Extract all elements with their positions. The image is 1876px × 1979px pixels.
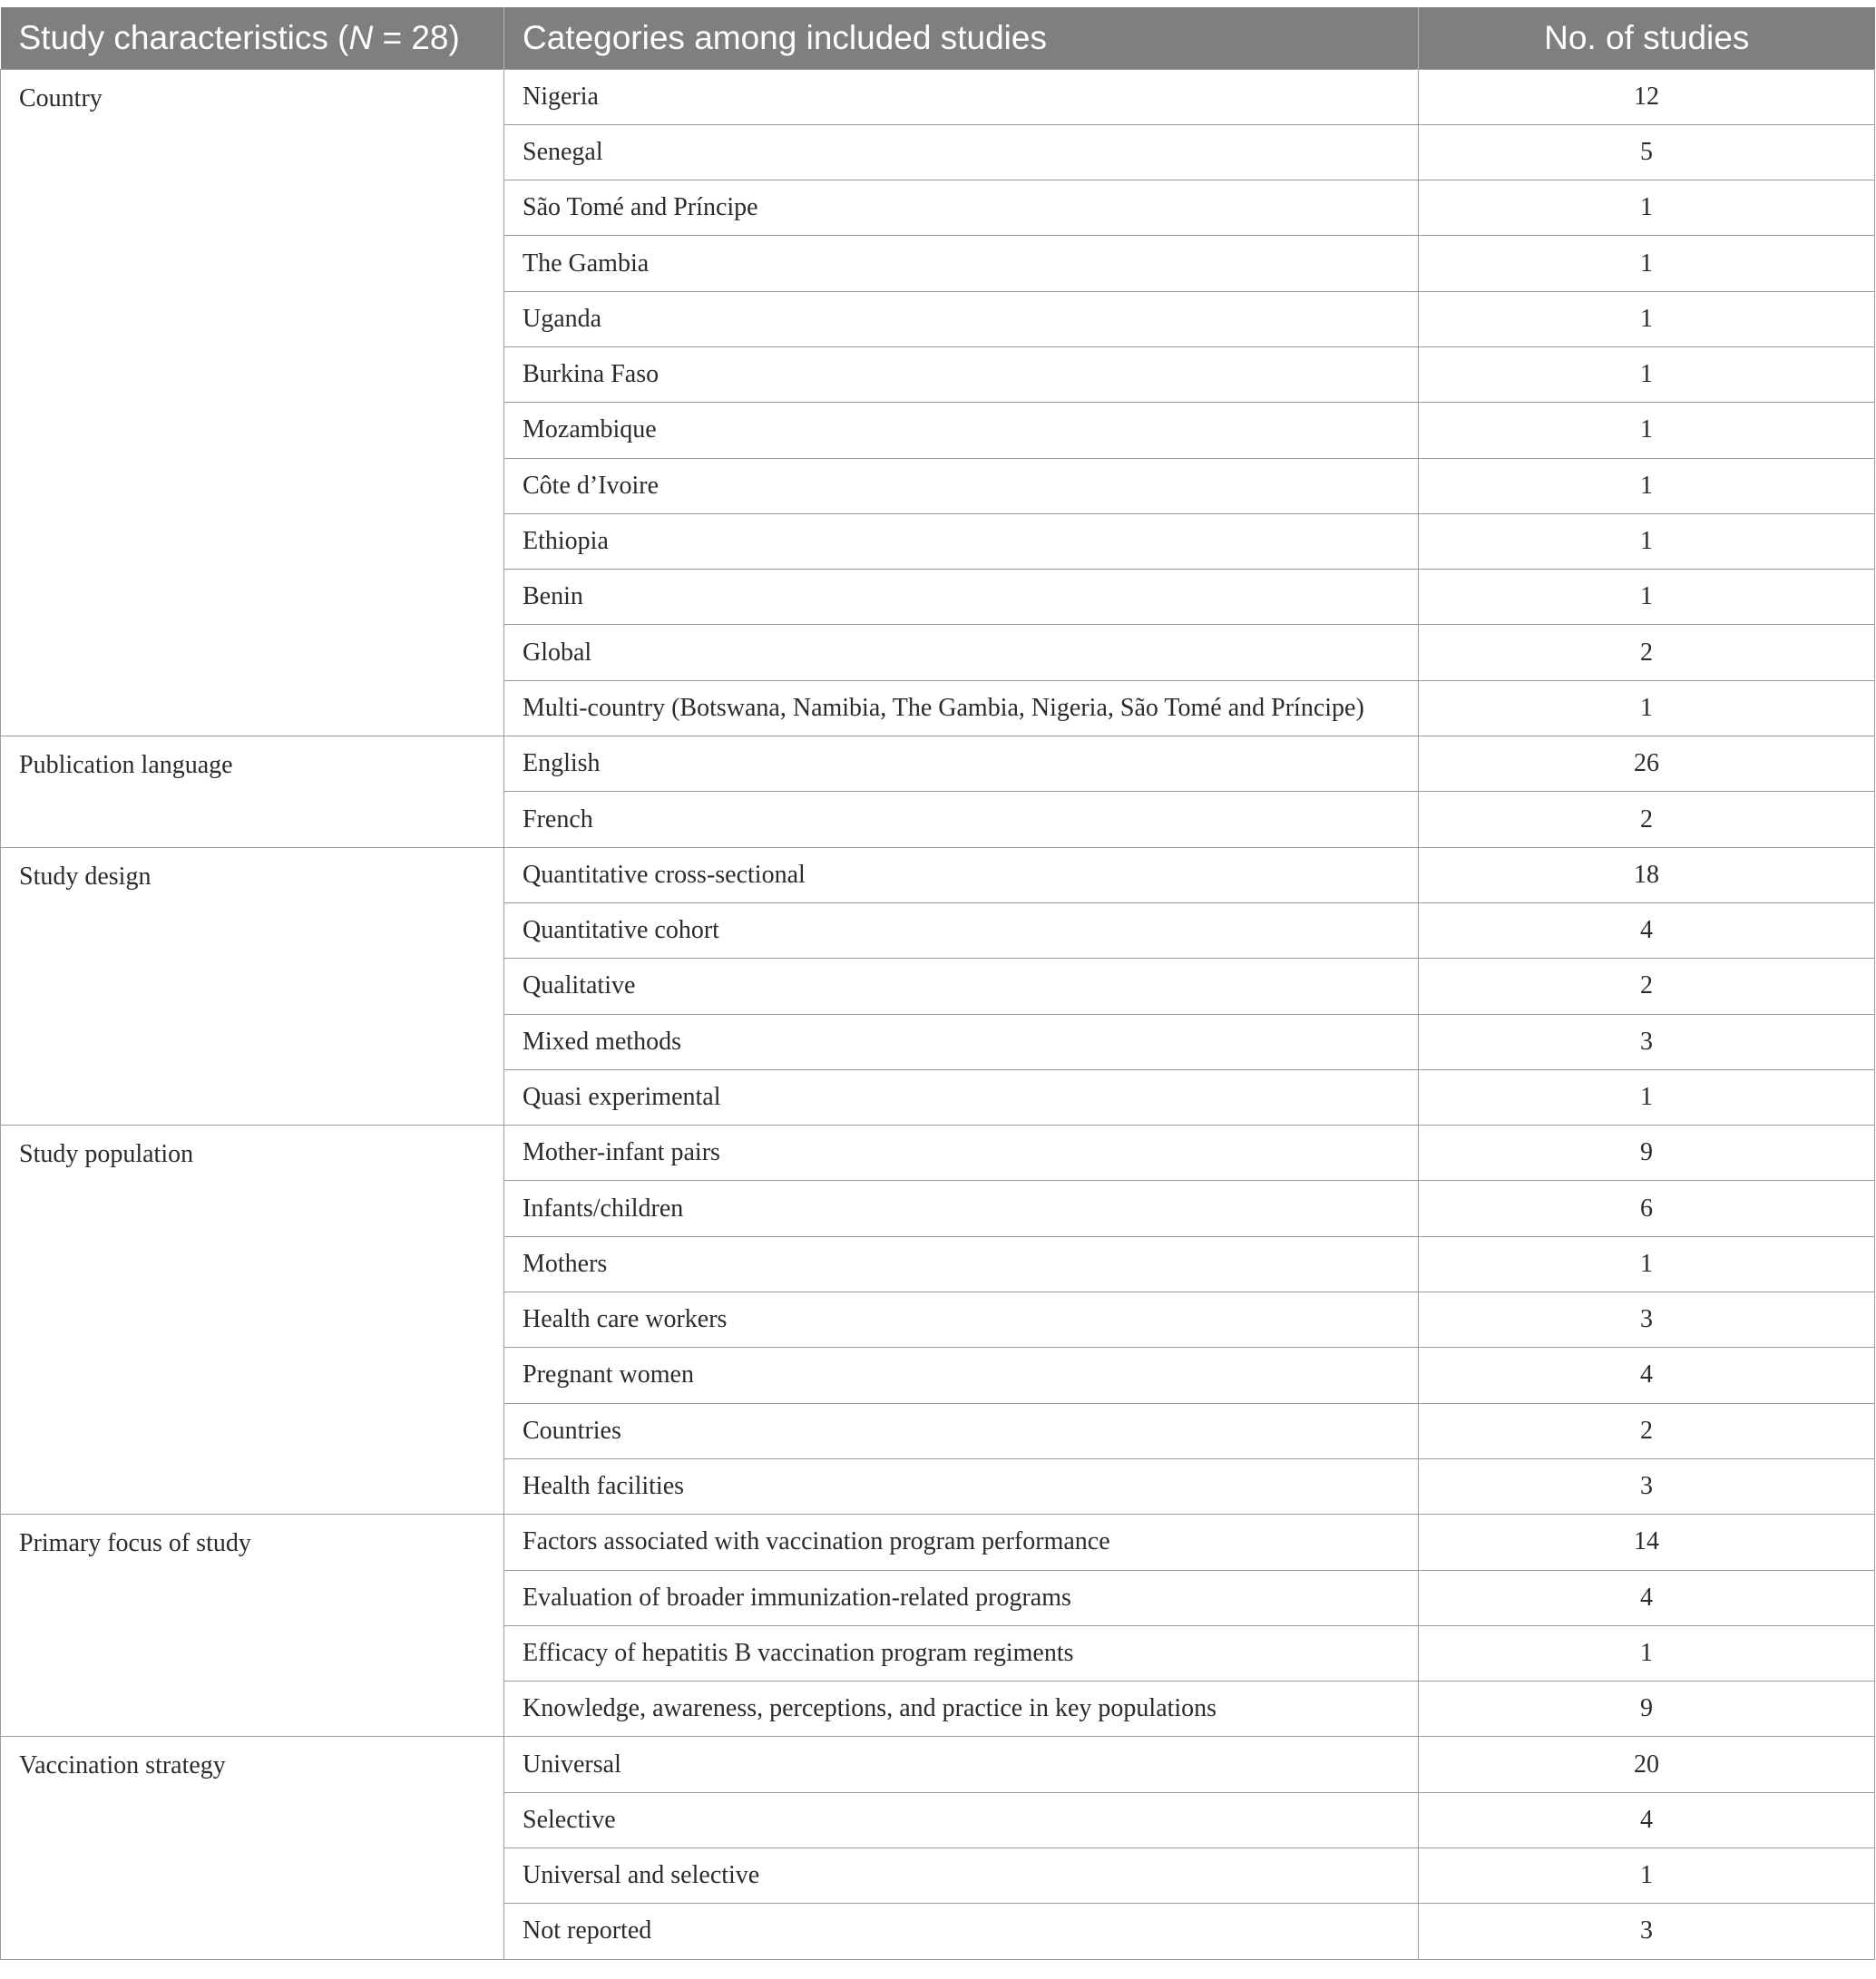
group-label: Study design bbox=[1, 847, 504, 1125]
table-row bbox=[1, 1737, 1875, 1792]
category-cell: Multi-country (Botswana, Namibia, The Gambia, Nigeria, São Tomé and Príncipe) bbox=[504, 680, 1419, 736]
study-characteristics-table bbox=[0, 7, 1875, 1960]
table-header bbox=[1, 7, 1875, 69]
category-cell: Health facilities bbox=[504, 1458, 1419, 1514]
category-cell: Mixed methods bbox=[504, 1014, 1419, 1069]
category-cell: Universal and selective bbox=[504, 1848, 1419, 1904]
table-row bbox=[1, 69, 1875, 124]
count-cell: 1 bbox=[1419, 680, 1875, 736]
category-cell: Universal bbox=[504, 1737, 1419, 1792]
count-cell: 1 bbox=[1419, 513, 1875, 569]
category-cell: Quasi experimental bbox=[504, 1069, 1419, 1125]
category-cell: Benin bbox=[504, 570, 1419, 625]
category-cell: The Gambia bbox=[504, 236, 1419, 291]
category-cell: Uganda bbox=[504, 291, 1419, 346]
count-cell: 1 bbox=[1419, 458, 1875, 513]
count-cell: 1 bbox=[1419, 180, 1875, 236]
count-cell: 20 bbox=[1419, 1737, 1875, 1792]
category-cell: Ethiopia bbox=[504, 513, 1419, 569]
category-cell: Health care workers bbox=[504, 1292, 1419, 1348]
count-cell: 18 bbox=[1419, 847, 1875, 902]
category-cell: Not reported bbox=[504, 1904, 1419, 1959]
table-row bbox=[1, 736, 1875, 792]
count-cell: 2 bbox=[1419, 625, 1875, 680]
category-cell: Mothers bbox=[504, 1236, 1419, 1292]
category-cell: Mozambique bbox=[504, 403, 1419, 458]
group-label: Country bbox=[1, 69, 504, 736]
table-row bbox=[1, 847, 1875, 902]
category-cell: French bbox=[504, 792, 1419, 847]
count-cell: 4 bbox=[1419, 902, 1875, 958]
count-cell: 4 bbox=[1419, 1570, 1875, 1625]
category-cell: Countries bbox=[504, 1403, 1419, 1458]
category-cell: English bbox=[504, 736, 1419, 792]
header-categories: Categories among included studies bbox=[504, 7, 1419, 69]
count-cell: 9 bbox=[1419, 1126, 1875, 1181]
count-cell: 4 bbox=[1419, 1792, 1875, 1847]
category-cell: Knowledge, awareness, perceptions, and practice in key populations bbox=[504, 1682, 1419, 1737]
count-cell: 14 bbox=[1419, 1515, 1875, 1570]
count-cell: 1 bbox=[1419, 346, 1875, 402]
count-cell: 2 bbox=[1419, 959, 1875, 1014]
count-cell: 2 bbox=[1419, 1403, 1875, 1458]
table-body bbox=[1, 69, 1875, 1959]
group-label: Publication language bbox=[1, 736, 504, 848]
count-cell: 26 bbox=[1419, 736, 1875, 792]
header-col1-prefix: Study characteristics ( bbox=[18, 18, 349, 56]
category-cell: Senegal bbox=[504, 124, 1419, 180]
category-cell: Quantitative cross-sectional bbox=[504, 847, 1419, 902]
category-cell: Nigeria bbox=[504, 69, 1419, 124]
count-cell: 3 bbox=[1419, 1904, 1875, 1959]
count-cell: 1 bbox=[1419, 291, 1875, 346]
category-cell: Evaluation of broader immunization-related programs bbox=[504, 1570, 1419, 1625]
count-cell: 1 bbox=[1419, 1848, 1875, 1904]
header-col1-suffix: = 28) bbox=[373, 18, 460, 56]
category-cell: São Tomé and Príncipe bbox=[504, 180, 1419, 236]
group-label: Vaccination strategy bbox=[1, 1737, 504, 1959]
count-cell: 9 bbox=[1419, 1682, 1875, 1737]
category-cell: Efficacy of hepatitis B vaccination program regiments bbox=[504, 1625, 1419, 1681]
header-row bbox=[1, 7, 1875, 69]
category-cell: Mother-infant pairs bbox=[504, 1126, 1419, 1181]
category-cell: Selective bbox=[504, 1792, 1419, 1847]
count-cell: 4 bbox=[1419, 1348, 1875, 1403]
count-cell: 1 bbox=[1419, 403, 1875, 458]
category-cell: Pregnant women bbox=[504, 1348, 1419, 1403]
count-cell: 3 bbox=[1419, 1458, 1875, 1514]
header-no-of-studies: No. of studies bbox=[1419, 7, 1875, 69]
category-cell: Infants/children bbox=[504, 1181, 1419, 1236]
count-cell: 2 bbox=[1419, 792, 1875, 847]
group-label: Study population bbox=[1, 1126, 504, 1515]
count-cell: 1 bbox=[1419, 1069, 1875, 1125]
count-cell: 1 bbox=[1419, 570, 1875, 625]
count-cell: 1 bbox=[1419, 1625, 1875, 1681]
category-cell: Côte d’Ivoire bbox=[504, 458, 1419, 513]
category-cell: Burkina Faso bbox=[504, 346, 1419, 402]
category-cell: Quantitative cohort bbox=[504, 902, 1419, 958]
count-cell: 5 bbox=[1419, 124, 1875, 180]
count-cell: 3 bbox=[1419, 1292, 1875, 1348]
count-cell: 3 bbox=[1419, 1014, 1875, 1069]
count-cell: 1 bbox=[1419, 236, 1875, 291]
count-cell: 12 bbox=[1419, 69, 1875, 124]
header-study-characteristics bbox=[1, 7, 504, 69]
count-cell: 6 bbox=[1419, 1181, 1875, 1236]
category-cell: Qualitative bbox=[504, 959, 1419, 1014]
category-cell: Factors associated with vaccination program performance bbox=[504, 1515, 1419, 1570]
count-cell: 1 bbox=[1419, 1236, 1875, 1292]
table-row bbox=[1, 1515, 1875, 1570]
header-col1-n: N bbox=[348, 18, 374, 56]
category-cell: Global bbox=[504, 625, 1419, 680]
group-label: Primary focus of study bbox=[1, 1515, 504, 1737]
table-row bbox=[1, 1126, 1875, 1181]
